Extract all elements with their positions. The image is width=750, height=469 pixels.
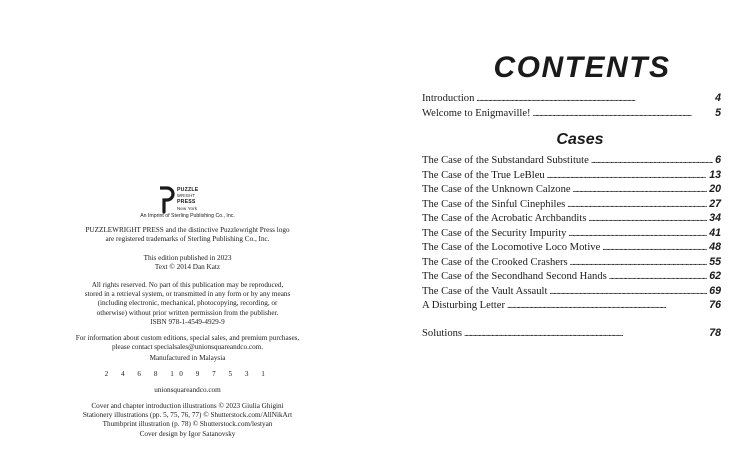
toc-entry-page: 55 — [709, 255, 721, 268]
toc-entry-title: The Case of the Security Impurity — [422, 227, 567, 239]
toc-entry-title: The Case of the Locomotive Loco Motive — [422, 242, 601, 253]
puzzlewright-press-logo — [158, 186, 218, 216]
toc-entry-disturbing-letter[interactable] — [422, 298, 721, 313]
dot-leader — [464, 326, 707, 341]
credits-line: Cover and chapter introduction illustrations © 2023 Giulia Ghigini — [91, 402, 284, 410]
toc-entry-page: 62 — [709, 270, 721, 282]
cases-list — [422, 153, 721, 313]
logo-wordmark — [177, 187, 198, 212]
toc-entry-page: 27 — [709, 197, 721, 210]
toc-entry-title: The Case of the Crooked Crashers — [422, 256, 568, 268]
toc-entry-page: 13 — [709, 168, 721, 181]
imprint-line: An Imprint of Sterling Publishing Co., Inc. — [140, 213, 235, 219]
toc-entry-title: A Disturbing Letter — [422, 300, 505, 311]
edition-line: This edition published in 2023 — [143, 254, 232, 262]
front-matter-list — [422, 91, 721, 120]
print-line — [60, 370, 315, 379]
toc-entry-title: Welcome to Enigmaville! — [422, 107, 531, 119]
toc-entry-case-5[interactable] — [422, 211, 721, 226]
credits-line: Cover design by Igor Satanovsky — [139, 429, 236, 438]
custom-editions-line: please contact specialsales@unionsquareandco.com. — [111, 343, 264, 352]
dot-leader — [547, 168, 708, 183]
toc-entry-page: 69 — [709, 284, 721, 297]
toc-entry-page: 76 — [709, 299, 721, 311]
rights-line: otherwise) without prior written permission from the publisher. — [96, 308, 279, 317]
custom-editions-notice — [60, 334, 315, 352]
trademark-line: are registered trademarks of Sterling Publishing Co., Inc. — [105, 235, 270, 244]
custom-editions-line: For information about custom editions, special sales, and premium purchases, — [75, 334, 300, 342]
dot-leader — [588, 211, 707, 226]
toc-entry-title: The Case of the True LeBleu — [422, 169, 545, 181]
toc-entry-page: 20 — [709, 183, 721, 195]
toc-entry-case-1[interactable] — [422, 153, 721, 168]
logo-word-3: PRESS — [177, 199, 196, 205]
toc-entry-title: The Case of the Substandard Substitute — [422, 155, 589, 166]
edition-line: Text © 2014 Dan Katz — [154, 263, 221, 272]
dot-leader — [570, 255, 708, 270]
toc-entry-title: The Case of the Acrobatic Archbandits — [422, 213, 587, 224]
website-line: unionsquareandco.com — [154, 386, 221, 394]
toc-entry-introduction[interactable] — [422, 91, 721, 106]
cases-heading: Cases — [556, 131, 604, 148]
logo-word-2: WRIGHT — [177, 193, 196, 198]
manufactured-line: Manufactured in Malaysia — [149, 354, 226, 362]
toc-entry-title: The Case of the Unknown Calzone — [422, 184, 571, 195]
trademark-line: PUZZLEWRIGHT PRESS and the distinctive Puzzlewright Press logo — [85, 226, 290, 234]
rights-notice — [60, 281, 315, 318]
dot-leader — [602, 240, 707, 255]
dot-leader — [591, 153, 713, 168]
toc-entry-case-9[interactable] — [422, 269, 721, 284]
rights-line: (including electronic, mechanical, photocopying, recording, or — [97, 299, 278, 308]
credits-line: Stationery illustrations (pp. 5, 75, 76, 77) © Shutterstock.com/AllNikArt — [82, 411, 293, 420]
print-line-digits: 2 4 6 8 10 9 7 5 3 1 — [104, 370, 271, 378]
back-matter-list — [422, 326, 721, 341]
dot-leader — [507, 298, 707, 313]
toc-entry-page: 6 — [715, 154, 721, 166]
dot-leader — [609, 269, 707, 284]
toc-entry-page: 5 — [715, 106, 721, 119]
toc-entry-case-4[interactable] — [422, 197, 721, 212]
dot-leader — [549, 284, 707, 299]
toc-entry-page: 4 — [715, 92, 721, 104]
toc-entry-case-6[interactable] — [422, 226, 721, 241]
rights-line: All rights reserved. No part of this publication may be reproduced, — [91, 281, 284, 289]
toc-entry-title: Solutions — [422, 328, 463, 339]
toc-entry-title: Introduction — [422, 93, 475, 104]
toc-entry-solutions[interactable] — [422, 326, 721, 341]
toc-entry-welcome[interactable] — [422, 106, 721, 121]
contents-title: CONTENTS — [493, 51, 671, 84]
isbn — [60, 318, 315, 327]
toc-entry-title: The Case of the Secondhand Second Hands — [422, 271, 607, 282]
toc-entry-title: The Case of the Sinful Cinephiles — [422, 198, 566, 210]
dot-leader — [476, 91, 713, 106]
toc-entry-page: 41 — [709, 226, 721, 239]
dot-leader — [568, 226, 707, 241]
toc-entry-case-3[interactable] — [422, 182, 721, 197]
manufactured-notice — [60, 354, 315, 363]
rights-line: stored in a retrieval system, or transmitted in any form or by any means — [84, 290, 291, 299]
toc-entry-case-10[interactable] — [422, 284, 721, 299]
toc-entry-case-2[interactable] — [422, 168, 721, 183]
isbn-line: ISBN 978-1-4549-4929-9 — [150, 318, 225, 326]
website — [60, 386, 315, 395]
edition-notice — [60, 254, 315, 272]
logo-city: New York — [177, 206, 198, 211]
toc-entry-case-7[interactable] — [422, 240, 721, 255]
illustration-credits — [60, 402, 315, 439]
trademark-notice — [60, 226, 315, 244]
toc-entry-title: The Case of the Vault Assault — [422, 285, 548, 297]
credits-line: Thumbprint illustration (p. 78) © Shutterstock.com/lestyan — [102, 420, 273, 429]
dot-leader — [533, 106, 714, 121]
dot-leader — [573, 182, 708, 197]
toc-entry-page: 78 — [709, 327, 721, 339]
pencil-p-logo-icon — [158, 186, 175, 214]
toc-entry-case-8[interactable] — [422, 255, 721, 270]
logo-word-1: PUZZLE — [177, 187, 199, 193]
toc-entry-page: 48 — [709, 241, 721, 253]
dot-leader — [567, 197, 707, 212]
toc-entry-page: 34 — [709, 212, 721, 224]
